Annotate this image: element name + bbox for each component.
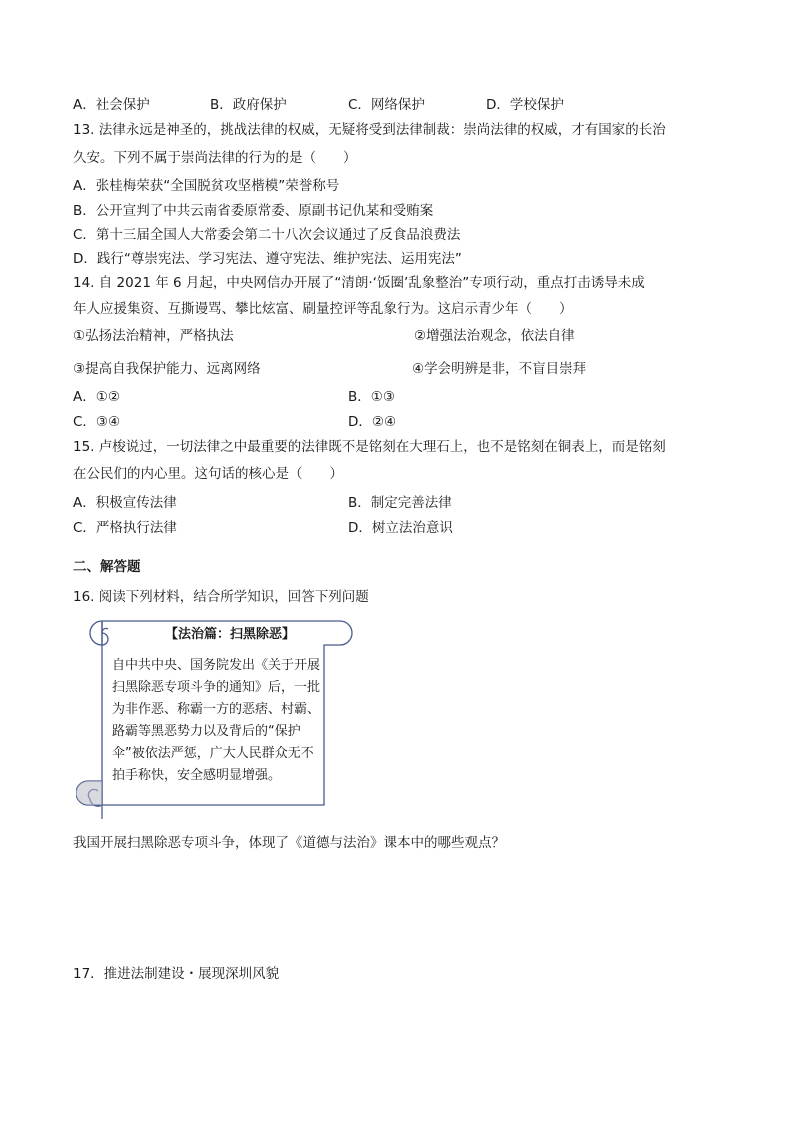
q13-option-b: B．公开宣判了中共云南省委原常委、原副书记仇某和受贿案 [73,203,434,219]
q14-statement-1: ①弘扬法治精神，严格执法 [73,328,234,344]
q15-option-b: B．制定完善法律 [348,495,452,511]
q13-stem-line1: 13. 法律永远是神圣的，挑战法律的权威，无疑将受到法律制裁：崇尚法律的权威，才有国家的长治 [73,122,666,138]
q14-stem-line2: 年人应援集资、互撕谩骂、攀比炫富、刷量控评等乱象行为。这启示青少年（ ） [73,301,573,317]
q13-stem-line2: 久安。下列不属于崇尚法律的行为的是（ ） [73,150,357,166]
q14-statement-4: ④学会明辨是非，不盲目崇拜 [412,361,587,377]
q12-option-b: B．政府保护 [210,97,287,113]
q14-option-c: C．③④ [73,414,121,430]
q13-option-d: D．践行“尊崇宪法、学习宪法、遵守宪法、维护宪法、运用宪法” [73,251,462,267]
q13-option-c: C．第十三届全国人大常委会第二十八次会议通过了反食品浪费法 [73,227,461,243]
q12-option-c: C．网络保护 [348,97,425,113]
q12-option-d: D．学校保护 [486,97,564,113]
section-heading: 二、解答题 [73,559,141,575]
box-title: 【法治篇：扫黑除恶】 [164,627,295,642]
q16-question: 我国开展扫黑除恶专项斗争，体现了《道德与法治》课本中的哪些观点？ [73,835,505,851]
q17-stem: 17．推进法制建设・展现深圳风貌 [73,966,280,982]
q14-option-d: D．②④ [348,414,397,430]
q16-stem: 16. 阅读下列材料，结合所学知识，回答下列问题 [73,589,369,605]
q15-option-c: C．严格执行法律 [73,520,177,536]
q15-stem-line1: 15. 卢梭说过，一切法律之中最重要的法律既不是铭刻在大理石上，也不是铭刻在铜表上，而是铭刻 [73,439,666,455]
q14-statement-2: ②增强法治观念，依法自律 [414,328,575,344]
box-body: 自中共中央、国务院发出《关于开展扫黑除恶专项斗争的通知》后，一批为非作恶、称霸一方的恶痞、村霸、路霸等黑恶势力以及背后的“保护伞”被依法严惩，广大人民群众无不拍手称快，安全感明显增强。 [112,658,321,783]
q15-stem-line2: 在公民们的内心里。这句话的核心是（ ） [73,466,343,482]
q14-statement-3: ③提高自我保护能力、远离网络 [73,361,261,377]
q14-option-a: A．①② [73,389,120,405]
q14-stem-line1: 14. 自 2021 年 6 月起，中央网信办开展了“清朗·‘饭圈’乱象整治”专项行动，重点打击诱导未成 [73,275,645,291]
q15-option-a: A．积极宣传法律 [73,495,177,511]
q14-option-b: B．①③ [348,389,395,405]
q15-option-d: D．树立法治意识 [348,520,453,536]
q12-option-a: A．社会保护 [73,97,150,113]
q13-option-a: A．张桂梅荣获“全国脱贫攻坚楷模”荣誉称号 [73,178,340,194]
